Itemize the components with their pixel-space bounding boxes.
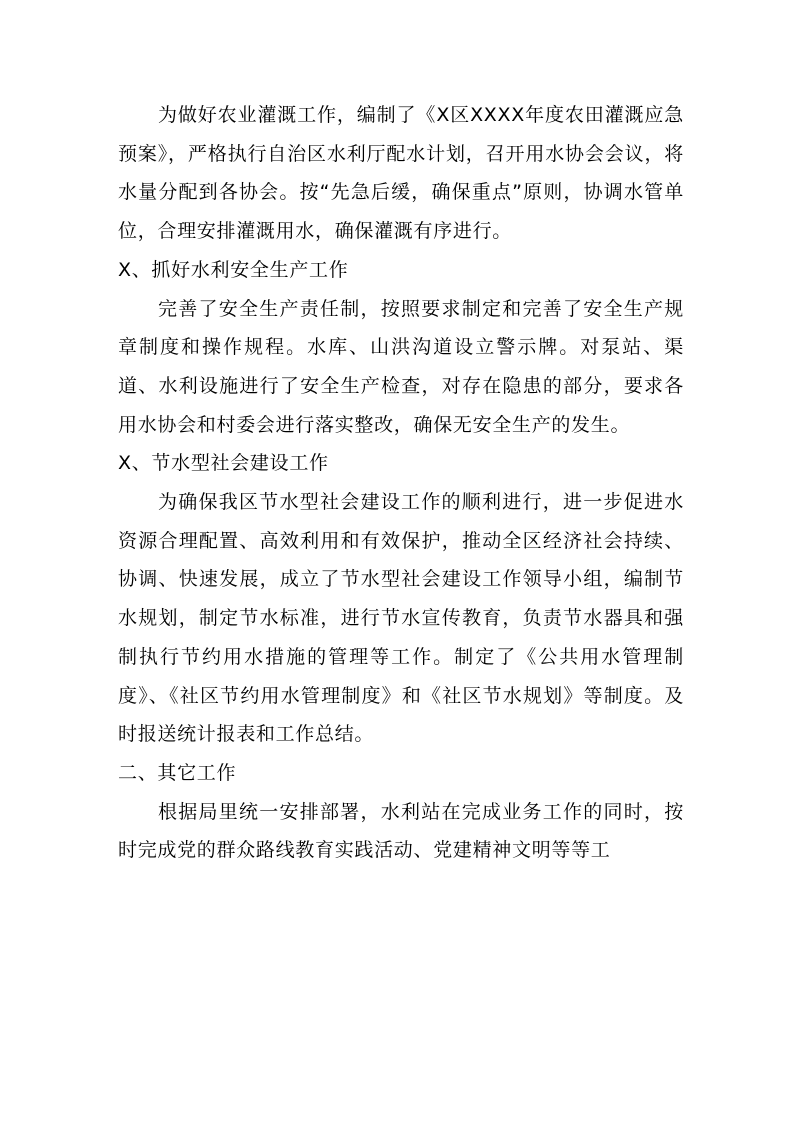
paragraph-irrigation: 为做好农业灌溉工作，编制了《X区XXXX年度农田灌溉应急预案》，严格执行自治区水利厅配水计划，召开用水协会会议，将水量分配到各协会。按“先急后缓，确保重点”原则，协调水管单位，合理安排灌溉用水，确保灌溉有序进行。 — [118, 104, 684, 243]
document-body — [118, 96, 684, 870]
paragraph-safety-production: 完善了安全生产责任制，按照要求制定和完善了安全生产规章制度和操作规程。水库、山洪沟道设立警示牌。对泵站、渠道、水利设施进行了安全生产检查，对存在隐患的部分，要求各用水协会和村委会进行落实整改，确保无安全生产的发生。 — [118, 297, 684, 436]
paragraph-other-work: 根据局里统一安排部署，水利站在完成业务工作的同时，按时完成党的群众路线教育实践活动、党建精神文明等等工 — [118, 800, 684, 862]
paragraph-water-saving: 为确保我区节水型社会建设工作的顺利进行，进一步促进水资源合理配置、高效利用和有效保护，推动全区经济社会持续、协调、快速发展，成立了节水型社会建设工作领导小组，编制节水规划，制定节水标准，进行节水宣传教育，负责节水器具和强制执行节约用水措施的管理等工作。制定了《公共用水管理制度》、《社区节约用水管理制度》和《社区节水规划》等制度。及时报送统计报表和工作总结。 — [118, 491, 684, 746]
heading-water-saving-society: X、节水型社会建设工作 — [118, 452, 329, 475]
heading-water-safety: X、抓好水利安全生产工作 — [118, 258, 349, 281]
heading-other-work: 二、其它工作 — [118, 761, 237, 784]
